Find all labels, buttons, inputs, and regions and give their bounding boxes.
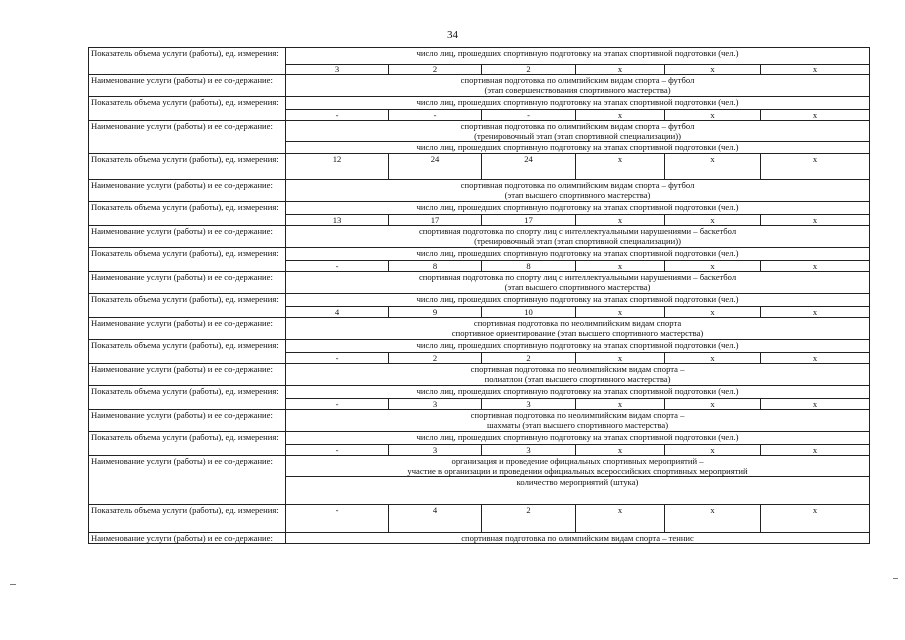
service-description <box>286 272 870 294</box>
service-line: спортивная подготовка по спорту лиц с интеллектуальными нарушениями – баскетбол <box>418 226 737 236</box>
value-cell: x <box>576 307 665 318</box>
margin-mark <box>10 584 16 585</box>
indicator-text: число лиц, прошедших спортивную подготовку на этапах спортивной подготовки (чел.) <box>416 142 739 152</box>
value-cell: - <box>286 399 389 410</box>
value-cell: - <box>286 110 389 121</box>
value-cell: x <box>761 110 870 121</box>
value-cell: x <box>761 261 870 272</box>
value-cell: x <box>665 110 761 121</box>
value-cell: 8 <box>389 261 482 272</box>
table-row <box>89 410 870 432</box>
service-description <box>286 410 870 432</box>
service-label: Наименование услуги (работы) и ее со-держание: <box>89 410 286 432</box>
value-cell: 2 <box>389 65 482 75</box>
value-cell: x <box>665 307 761 318</box>
value-cell: x <box>576 261 665 272</box>
value-cell: 8 <box>482 261 576 272</box>
value-cell: 24 <box>482 154 576 180</box>
value-cell: 3 <box>482 399 576 410</box>
service-label: Наименование услуги (работы) и ее со-держание: <box>89 318 286 340</box>
service-line: спортивная подготовка по неолимпийским видам спорта – <box>470 364 685 374</box>
value-cell: x <box>761 154 870 180</box>
service-description <box>286 75 870 97</box>
value-cell: - <box>482 110 576 121</box>
table-row <box>89 272 870 294</box>
value-cell: 13 <box>286 215 389 226</box>
service-label: Наименование услуги (работы) и ее со-держание: <box>89 121 286 154</box>
value-cell: 12 <box>286 154 389 180</box>
service-line: спортивная подготовка по олимпийским видам спорта – футбол <box>460 180 695 190</box>
service-line: спортивная подготовка по олимпийским видам спорта – футбол <box>460 121 695 131</box>
table-row <box>89 48 870 65</box>
service-description <box>286 226 870 248</box>
service-line: (тренировочный этап (этап спортивной специализации)) <box>286 131 869 142</box>
table-body <box>89 48 870 544</box>
value-cell: x <box>576 399 665 410</box>
value-cell: - <box>389 110 482 121</box>
value-cell: x <box>761 307 870 318</box>
service-label: Наименование услуги (работы) и ее со-держание: <box>89 272 286 294</box>
page-number: 34 <box>447 29 458 41</box>
value-cell: x <box>665 65 761 75</box>
service-line: (этап совершенствования спортивного мастерства) <box>484 85 671 95</box>
table-row <box>89 248 870 261</box>
table-row <box>89 154 870 180</box>
table-row <box>89 364 870 386</box>
table-row <box>89 97 870 110</box>
indicator-text: число лиц, прошедших спортивную подготовку на этапах спортивной подготовки (чел.) <box>286 386 870 399</box>
service-description <box>286 456 870 505</box>
value-cell: x <box>576 353 665 364</box>
value-cell: x <box>576 154 665 180</box>
indicator-label: Показатель объема услуги (работы), ед. измерения: <box>89 505 286 533</box>
table-row <box>89 294 870 307</box>
table-row <box>89 121 870 154</box>
value-cell: x <box>576 110 665 121</box>
service-label: Наименование услуги (работы) и ее со-держание: <box>89 180 286 202</box>
table-row <box>89 456 870 505</box>
value-cell: x <box>665 154 761 180</box>
service-label: Наименование услуги (работы) и ее со-держание: <box>89 533 286 544</box>
value-cell: x <box>665 261 761 272</box>
service-line: (этап высшего спортивного мастерства) <box>504 190 651 200</box>
service-description <box>286 180 870 202</box>
table-row <box>89 75 870 97</box>
value-cell: x <box>761 505 870 533</box>
value-cell: x <box>576 505 665 533</box>
table-row <box>89 202 870 215</box>
service-line: (тренировочный этап (этап спортивной специализации)) <box>474 236 681 246</box>
value-cell: 3 <box>286 65 389 75</box>
value-cell: - <box>286 505 389 533</box>
service-line: спортивная подготовка по неолимпийским видам спорта <box>473 318 682 328</box>
table-row <box>89 318 870 340</box>
service-line: полиатлон (этап высшего спортивного мастерства) <box>484 374 671 384</box>
value-cell: 17 <box>482 215 576 226</box>
value-cell: 24 <box>389 154 482 180</box>
indicator-label: Показатель объема услуги (работы), ед. измерения: <box>89 386 286 410</box>
service-line: (этап высшего спортивного мастерства) <box>504 282 651 292</box>
indicator-text: число лиц, прошедших спортивную подготовку на этапах спортивной подготовки (чел.) <box>286 294 870 307</box>
indicator-label: Показатель объема услуги (работы), ед. измерения: <box>89 154 286 180</box>
value-cell: x <box>665 505 761 533</box>
indicator-label: Показатель объема услуги (работы), ед. измерения: <box>89 340 286 364</box>
service-line: шахматы (этап высшего спортивного мастерства) <box>486 420 669 430</box>
table-row <box>89 432 870 445</box>
value-cell: x <box>761 445 870 456</box>
value-cell: x <box>761 65 870 75</box>
table-row <box>89 533 870 544</box>
indicator-label: Показатель объема услуги (работы), ед. измерения: <box>89 202 286 226</box>
service-label: Наименование услуги (работы) и ее со-держание: <box>89 364 286 386</box>
indicator-text: число лиц, прошедших спортивную подготовку на этапах спортивной подготовки (чел.) <box>286 48 870 65</box>
service-label: Наименование услуги (работы) и ее со-держание: <box>89 75 286 97</box>
service-line: спортивная подготовка по спорту лиц с интеллектуальными нарушениями – баскетбол <box>418 272 737 282</box>
indicator-text: число лиц, прошедших спортивную подготовку на этапах спортивной подготовки (чел.) <box>286 340 870 353</box>
indicator-label: Показатель объема услуги (работы), ед. измерения: <box>89 248 286 272</box>
indicator-label: Показатель объема услуги (работы), ед. измерения: <box>89 432 286 456</box>
indicator-label: Показатель объема услуги (работы), ед. измерения: <box>89 294 286 318</box>
value-cell: x <box>665 445 761 456</box>
indicator-text: число лиц, прошедших спортивную подготовку на этапах спортивной подготовки (чел.) <box>286 97 870 110</box>
value-cell: x <box>665 399 761 410</box>
value-cell: - <box>286 353 389 364</box>
service-description <box>286 318 870 340</box>
value-cell: x <box>761 215 870 226</box>
indicator-label: Показатель объема услуги (работы), ед. измерения: <box>89 97 286 121</box>
value-cell: 2 <box>389 353 482 364</box>
table-row <box>89 505 870 533</box>
value-cell: 2 <box>482 65 576 75</box>
margin-mark <box>893 578 898 579</box>
value-cell: 3 <box>389 445 482 456</box>
value-cell: - <box>286 445 389 456</box>
value-cell: x <box>576 445 665 456</box>
service-line: спортивное ориентирование (этап высшего спортивного мастерства) <box>451 328 704 338</box>
service-label: Наименование услуги (работы) и ее со-держание: <box>89 456 286 505</box>
table-row <box>89 180 870 202</box>
service-description <box>286 121 870 154</box>
value-cell: x <box>576 215 665 226</box>
table-row <box>89 340 870 353</box>
value-cell: x <box>761 353 870 364</box>
indicator-text: число лиц, прошедших спортивную подготовку на этапах спортивной подготовки (чел.) <box>286 248 870 261</box>
service-line: спортивная подготовка по олимпийским видам спорта – футбол <box>460 75 695 85</box>
value-cell: 4 <box>389 505 482 533</box>
indicator-text: количество мероприятий (штука) <box>516 477 639 487</box>
indicator-text: число лиц, прошедших спортивную подготовку на этапах спортивной подготовки (чел.) <box>286 432 870 445</box>
service-description: спортивная подготовка по олимпийским видам спорта – теннис <box>286 533 870 544</box>
value-cell: 17 <box>389 215 482 226</box>
value-cell: 3 <box>389 399 482 410</box>
service-label: Наименование услуги (работы) и ее со-держание: <box>89 226 286 248</box>
value-cell: 9 <box>389 307 482 318</box>
value-cell: 10 <box>482 307 576 318</box>
service-line: участие в организации и проведении официальных всероссийских спортивных мероприятий <box>286 466 869 477</box>
value-cell: x <box>665 353 761 364</box>
value-cell: x <box>665 215 761 226</box>
indicator-label: Показатель объема услуги (работы), ед. измерения: <box>89 48 286 75</box>
service-volume-table <box>88 47 870 544</box>
service-description <box>286 364 870 386</box>
indicator-text: число лиц, прошедших спортивную подготовку на этапах спортивной подготовки (чел.) <box>286 202 870 215</box>
service-line: организация и проведение официальных спортивных мероприятий – <box>451 456 704 466</box>
value-cell: - <box>286 261 389 272</box>
value-cell: 2 <box>482 505 576 533</box>
value-cell: 4 <box>286 307 389 318</box>
value-cell: 2 <box>482 353 576 364</box>
table-row <box>89 226 870 248</box>
table-row <box>89 386 870 399</box>
value-cell: 3 <box>482 445 576 456</box>
service-line: спортивная подготовка по неолимпийским видам спорта – <box>470 410 685 420</box>
value-cell: x <box>576 65 665 75</box>
value-cell: x <box>761 399 870 410</box>
